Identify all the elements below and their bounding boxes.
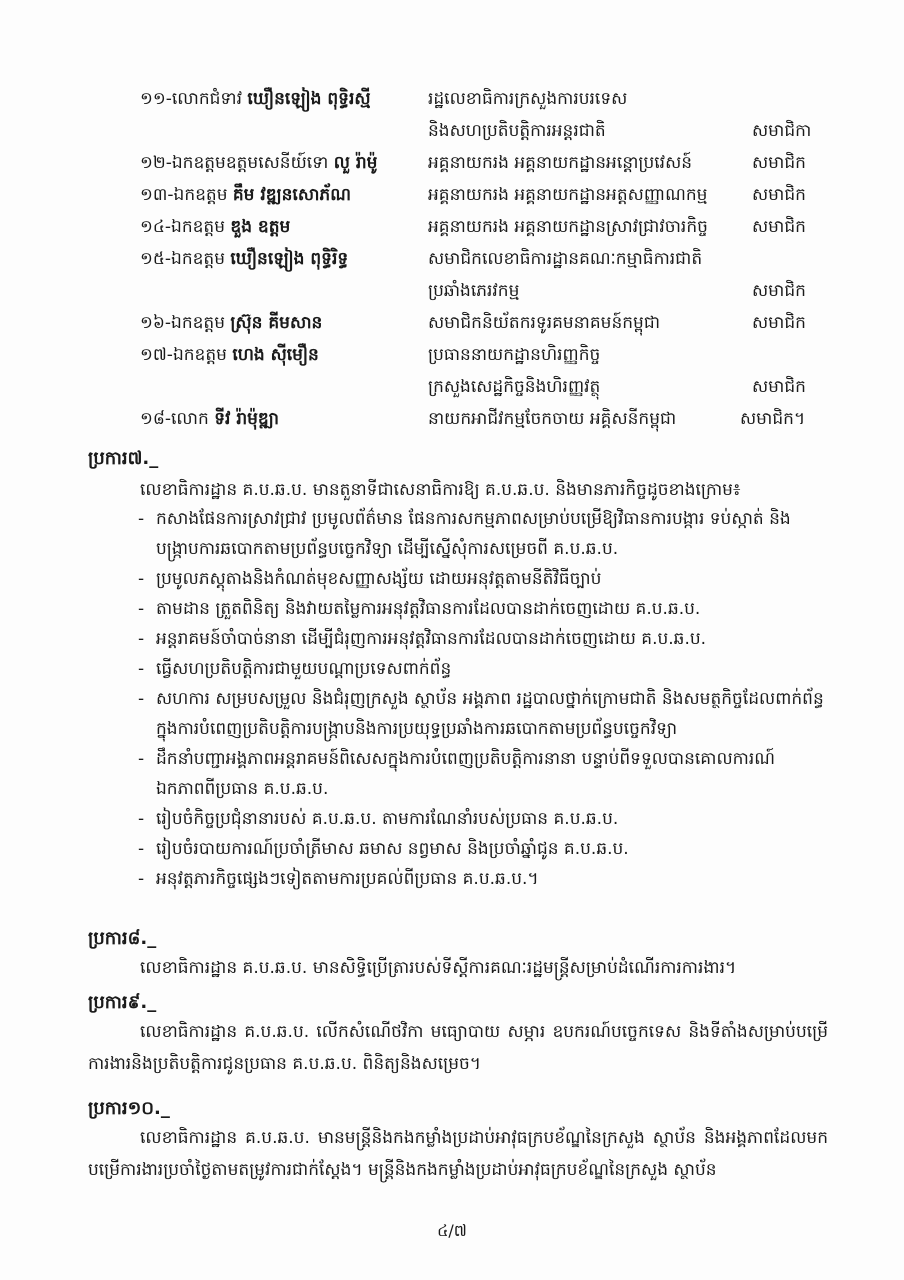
- member-position: នាយកអាជីវកម្មចែកចាយ អគ្គិសនីកម្ពុជា: [428, 409, 677, 429]
- member-role: សមាជិក: [752, 281, 806, 301]
- article-7-intro: លេខាធិការដ្ឋាន គ.ប.ឆ.ប. មានតួនាទីជាសេនាធិការឱ្យ គ.ប.ឆ.ប. និងមានភារកិច្ចដូចខាងក្រោម៖: [140, 480, 741, 500]
- member-position: អគ្គនាយករង អគ្គនាយកដ្ឋានអន្តោប្រវេសន៍: [428, 153, 693, 173]
- member-prefix: ១១-លោកជំទាវ: [140, 89, 243, 109]
- list-item: - អន្តរាគមន៍ចាំបាច់នានា ដើម្បីជំរុញការអនុវត្តវិធានការដែលបានដាក់ចេញដោយ គ.ប.ឆ.ប.: [138, 624, 828, 654]
- member-role: សមាជិកា: [752, 121, 812, 141]
- member-name: [140, 308, 322, 338]
- article-8-text: លេខាធិការដ្ឋាន គ.ប.ឆ.ប. មានសិទ្ធិប្រើត្រារបស់ទីស្តីការគណៈរដ្ឋមន្ត្រីសម្រាប់ដំណើរការការងារ។: [140, 958, 737, 978]
- member-role: សមាជិក: [752, 217, 806, 237]
- member-row: [0, 212, 904, 242]
- list-item: - ធ្វើសហប្រតិបត្តិការជាមួយបណ្តាប្រទេសពាក់ព័ន្ធ: [138, 654, 828, 684]
- member-prefix: ១៨-លោក: [140, 409, 209, 429]
- list-item: - ប្រមូលភស្តុតាងនិងកំណត់មុខសញ្ញាសង្ស័យ ដោយអនុវត្តតាមនីតិវិធីច្បាប់: [138, 564, 828, 594]
- member-name: [140, 212, 290, 242]
- member-prefix: ១៣-ឯកឧត្តម: [140, 185, 228, 205]
- member-role: សមាជិក: [752, 377, 806, 397]
- member-row: [0, 116, 904, 146]
- list-item: - តាមដាន ត្រួតពិនិត្យ និងវាយតម្លៃការអនុវត្តវិធានការដែលបានដាក់ចេញដោយ គ.ប.ឆ.ប.: [138, 594, 828, 624]
- member-fullname: ឌួង ឧត្តម: [230, 217, 291, 237]
- member-role: សមាជិក: [752, 153, 806, 173]
- member-position: សមាជិកលេខាធិការដ្ឋានគណៈកម្មាធិការជាតិ: [428, 249, 703, 269]
- member-fullname: ឃឿនឡៀង ពុទ្ធិរស្មី: [247, 89, 371, 109]
- article-8-heading: ប្រការ៨._: [88, 928, 157, 949]
- article-9-text: លេខាធិការដ្ឋាន គ.ប.ឆ.ប. លើកសំណើថវិកា មធ្យោបាយ សម្ភារ ឧបករណ៍បច្ចេកទេស និងទីតាំងសម្រាប់បម្រើការងារនិងប្រតិបត្តិការជូនប្រធាន គ.ប.ឆ.ប. ពិនិត្យនិងសម្រេច។: [88, 1022, 828, 1074]
- list-item: - រៀបចំរបាយការណ៍ប្រចាំត្រីមាស ឆមាស នព្វមាស និងប្រចាំឆ្នាំជូន គ.ប.ឆ.ប.: [138, 834, 828, 864]
- member-position: អគ្គនាយករង អគ្គនាយកដ្ឋានស្រាវជ្រាវចារកិច្ច: [428, 217, 708, 237]
- member-prefix: ១៤-ឯកឧត្តម: [140, 217, 225, 237]
- member-name: [140, 84, 371, 114]
- member-role: សមាជិក។: [740, 409, 806, 429]
- member-fullname: គឹម វឌ្ឍនសោភ័ណ: [232, 185, 351, 205]
- member-row: [0, 308, 904, 338]
- list-item: - កសាងផែនការស្រាវជ្រាវ ប្រមូលព័ត៌មាន ផែនការសកម្មភាពសម្រាប់បម្រើឱ្យវិធានការបង្ការ ទប់ស្កាត់ និងបង្ក្រាបការឆបោកតាមប្រព័ន្ធបច្ចេកវិទ្យា ដើម្បីស្នើសុំការសម្រេចពី គ.ប.ឆ.ប.: [138, 504, 828, 564]
- article-10-heading: ប្រការ១០._: [88, 1098, 170, 1119]
- member-row: [0, 340, 904, 370]
- member-position: និងសហប្រតិបត្តិការអន្តរជាតិ: [428, 121, 606, 141]
- member-prefix: ១២-ឯកឧត្តមឧត្តមសេនីយ៍ទោ: [140, 153, 329, 173]
- member-row: [0, 148, 904, 178]
- member-position: ប្រឆាំងភេរវកម្ម: [428, 281, 520, 301]
- member-fullname: ឃឿនឡៀង ពុទ្ធិរិទ្ធ: [230, 249, 349, 269]
- member-position: ក្រសួងសេដ្ឋកិច្ចនិងហិរញ្ញវត្ថុ: [428, 377, 601, 397]
- member-fullname: ទីវ រ៉ាម៉ុឌ្ឍា: [214, 409, 279, 429]
- page-number: ៤/៧: [437, 1221, 467, 1240]
- article-10-text: លេខាធិការដ្ឋាន គ.ប.ឆ.ប. មានមន្ត្រីនិងកងកម្លាំងប្រដាប់អាវុធក្របខ័ណ្ឌនៃក្រសួង ស្ថាប័ន និងអង្គភាពដែលមកបម្រើការងារប្រចាំថ្ងៃតាមតម្រូវការជាក់ស្តែង។ មន្ត្រីនិងកងកម្លាំងប្រដាប់អាវុធក្របខ័ណ្ឌនៃក្រសួង ស្ថាប័ន: [88, 1128, 828, 1180]
- article-7-list: [138, 504, 828, 894]
- member-position: រដ្ឋលេខាធិការក្រសួងការបរទេស: [428, 89, 628, 109]
- article-7-heading: ប្រការ៧._: [88, 448, 159, 469]
- member-position: ប្រធាននាយកដ្ឋានហិរញ្ញកិច្ច: [428, 345, 601, 365]
- member-row: [0, 84, 904, 114]
- member-position: អគ្គនាយករង អគ្គនាយកដ្ឋានអត្តសញ្ញាណកម្ម: [428, 185, 708, 205]
- member-prefix: ១៦-ឯកឧត្តម: [140, 313, 225, 333]
- member-name: [140, 340, 319, 370]
- member-fullname: លួ រ៉ាម៉ូ: [333, 153, 378, 173]
- member-row: [0, 404, 904, 434]
- member-row: [0, 180, 904, 210]
- member-prefix: ១៧-ឯកឧត្តម: [140, 345, 227, 365]
- member-row: [0, 244, 904, 274]
- member-name: [140, 180, 351, 210]
- list-item: - រៀបចំកិច្ចប្រជុំនានារបស់ គ.ប.ឆ.ប. តាមការណែនាំរបស់ប្រធាន គ.ប.ឆ.ប.: [138, 804, 828, 834]
- member-fullname: ស៊្រុន គីមសាន: [230, 313, 323, 333]
- article-9-heading: ប្រការ៩._: [88, 992, 157, 1013]
- member-prefix: ១៥-ឯកឧត្តម: [140, 249, 225, 269]
- member-name: [140, 404, 279, 434]
- member-fullname: ហេង ស៊ីមឿន: [232, 345, 319, 365]
- member-name: [140, 148, 377, 178]
- member-position: សមាជិកនិយ័តករទូរគមនាគមន៍កម្ពុជា: [428, 313, 661, 333]
- member-row: [0, 372, 904, 402]
- member-name: [140, 244, 348, 274]
- list-item: - អនុវត្តភារកិច្ចផ្សេងៗទៀតតាមការប្រគល់ពីប្រធាន គ.ប.ឆ.ប.។: [138, 864, 828, 894]
- member-row: [0, 276, 904, 306]
- member-role: សមាជិក: [752, 313, 806, 333]
- list-item: - សហការ សម្របសម្រួល និងជំរុញក្រសួង ស្ថាប័ន អង្គភាព រដ្ឋបាលថ្នាក់ក្រោមជាតិ និងសមត្ថកិច្ចដែលពាក់ព័ន្ធក្នុងការបំពេញប្រតិបត្តិការបង្ក្រាបនិងការប្រយុទ្ធប្រឆាំងការឆបោកតាមប្រព័ន្ធបច្ចេកវិទ្យា: [138, 684, 828, 744]
- list-item: - ដឹកនាំបញ្ជាអង្គភាពអន្តរាគមន៍ពិសេសក្នុងការបំពេញប្រតិបត្តិការនានា បន្ទាប់ពីទទួលបានគោលការណ៍ឯកភាពពីប្រធាន គ.ប.ឆ.ប.: [138, 744, 828, 804]
- member-role: សមាជិក: [752, 185, 806, 205]
